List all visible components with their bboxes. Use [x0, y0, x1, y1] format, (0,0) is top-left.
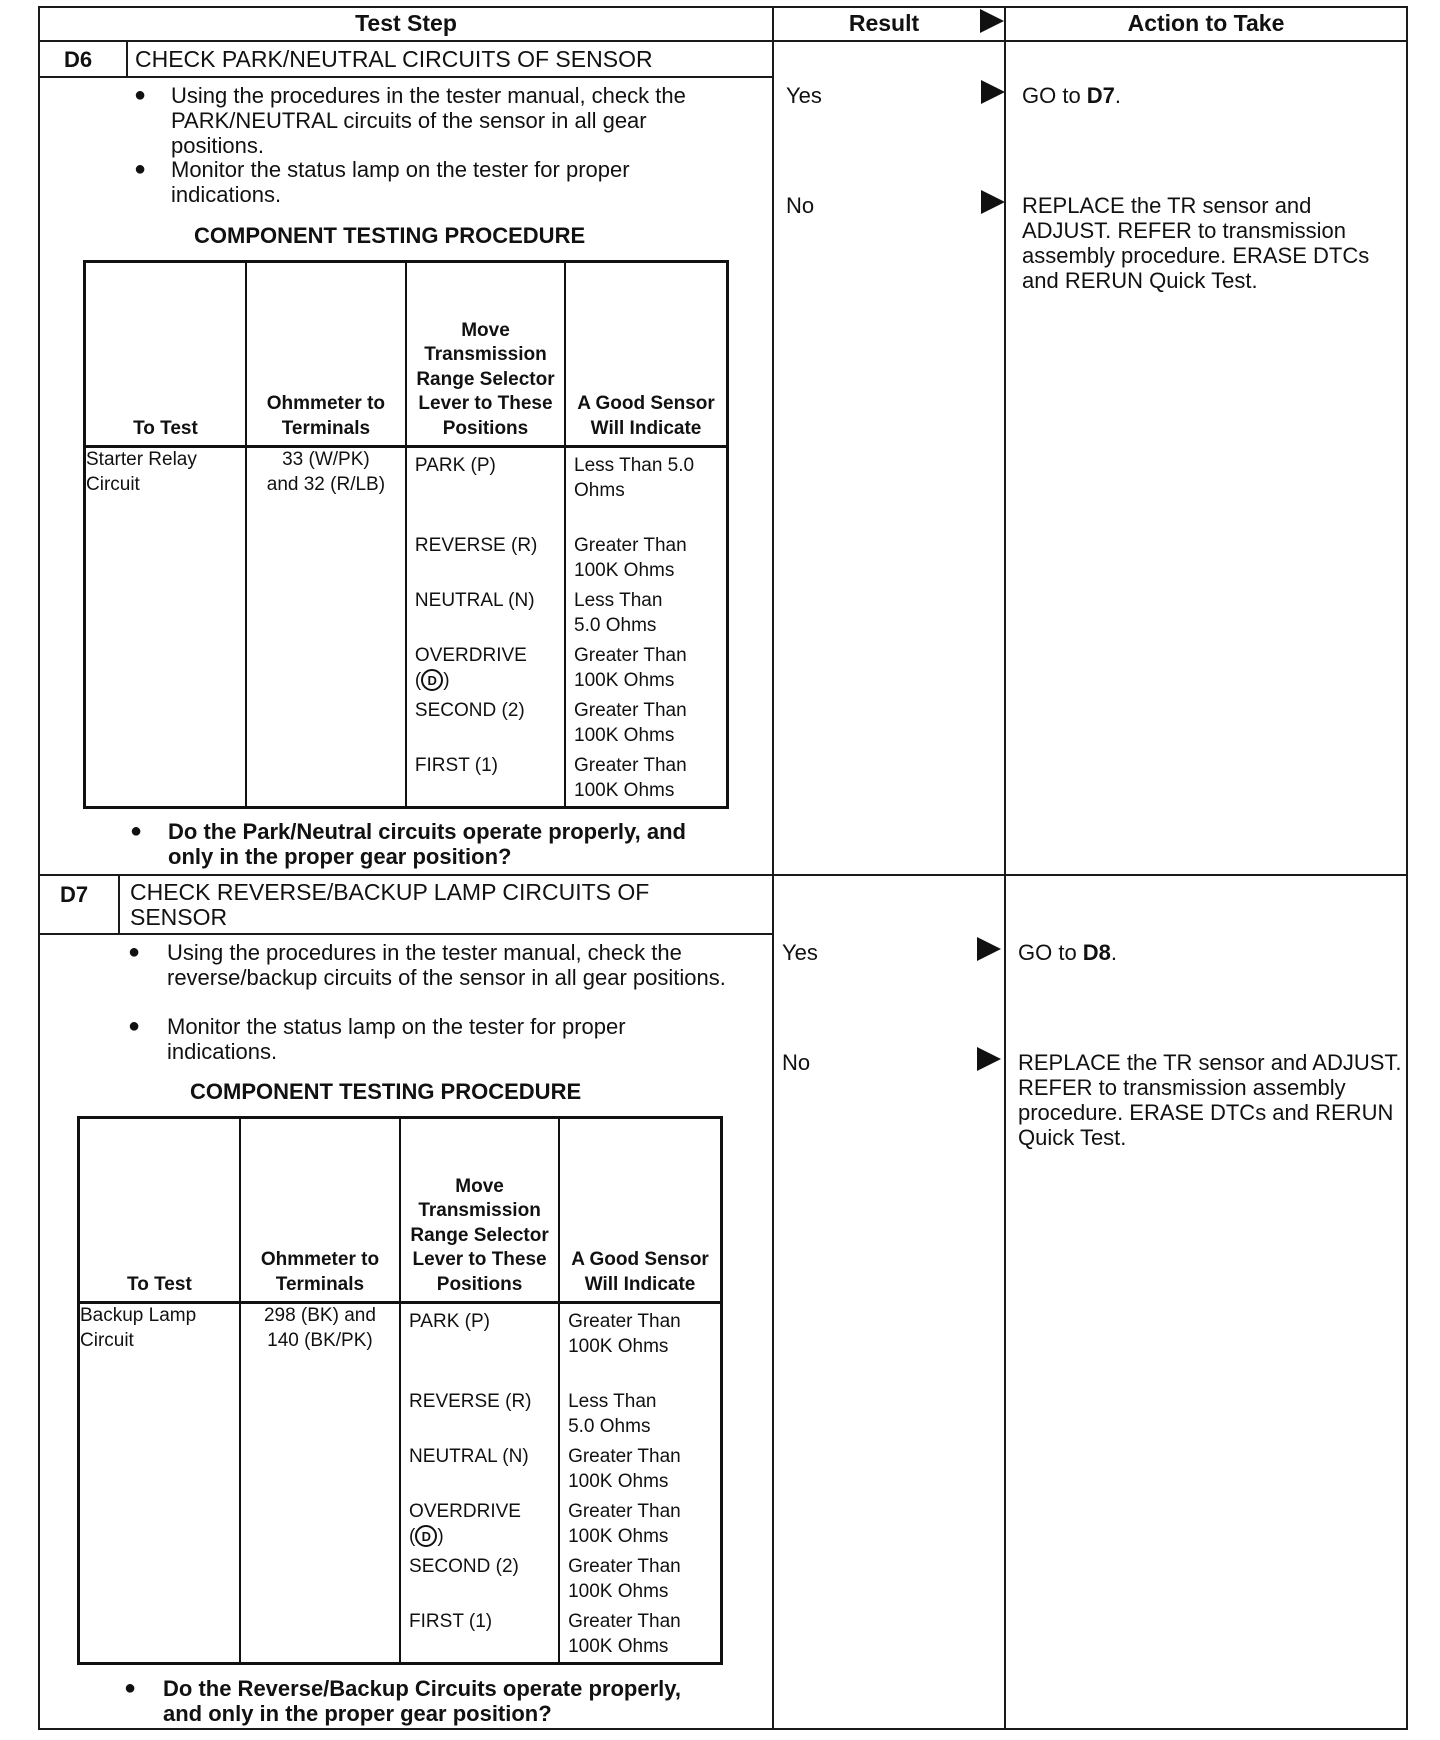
d7-overdrive-close-paren: ): [437, 1525, 444, 1547]
d7-indicate-neutral: Greater Than 100K Ohms: [568, 1446, 681, 1492]
d6-action-yes-target: D7: [1086, 83, 1115, 108]
d6-result-no: No: [786, 193, 815, 218]
d7-step-id: D7: [60, 882, 89, 907]
d6-circuit: Starter Relay Circuit: [86, 449, 197, 495]
d6-circuit-cell: [85, 447, 246, 808]
header-test-step: Test Step: [355, 10, 457, 36]
d7-step-title: CHECK REVERSE/BACKUP LAMP CIRCUITS OF SENSOR: [130, 879, 650, 930]
d7-action-yes: [1018, 940, 1117, 965]
d6-action-yes-prefix: GO to: [1022, 83, 1087, 108]
d6-positions-cell: [406, 447, 565, 808]
d7-no-arrow-icon: [977, 1047, 1001, 1071]
d7-action-yes-suffix: .: [1110, 940, 1118, 965]
d7-result-yes: Yes: [782, 940, 818, 965]
d7-circuit-cell: [79, 1303, 240, 1664]
d7-action-no: REPLACE the TR sensor and ADJUST. REFER to transmission assembly procedure. ERASE DTCs and RERUN Quick Test.: [1018, 1050, 1402, 1150]
d6-indicate-second: Greater Than 100K Ohms: [574, 700, 687, 746]
column-divider-action: [1004, 6, 1006, 1730]
d7-indicate-cell: [559, 1303, 721, 1664]
d7-overdrive-circle-icon: D: [415, 1525, 437, 1547]
d7-header-to-test: To Test: [79, 1118, 240, 1303]
d6-no-arrow-icon: [981, 190, 1005, 214]
d7-position-first: FIRST (1): [409, 1611, 493, 1632]
d6-position-reverse: REVERSE (R): [414, 535, 538, 556]
d6-indicate-first: Greater Than 100K Ohms: [574, 755, 687, 801]
d7-overdrive-label: OVERDRIVE ( D ): [409, 1501, 521, 1547]
d7-instruction-1: Using the procedures in the tester manual, check the reverse/backup circuits of the sensor in all gear positions.: [167, 940, 726, 990]
d7-instruction-2: Monitor the status lamp on the tester for proper indications.: [167, 1014, 626, 1064]
d7-position-park: PARK (P): [409, 1311, 490, 1332]
d6-position-second: SECOND (2): [414, 700, 525, 721]
d6-terminals-cell: [246, 447, 406, 808]
d7-result-no: No: [782, 1050, 811, 1075]
d7-bullet-icon-2: ●: [128, 1015, 141, 1037]
step-divider: [38, 874, 1408, 876]
d7-question: Do the Reverse/Backup Circuits operate properly, and only in the proper gear position?: [163, 1676, 681, 1726]
d7-indicate-park: Greater Than 100K Ohms: [568, 1311, 681, 1357]
d6-question-bullet-icon: ●: [130, 820, 143, 842]
d6-indicate-reverse: Greater Than 100K Ohms: [574, 535, 687, 581]
d6-terminals: 33 (W/PK) and 32 (R/LB): [266, 449, 386, 495]
d6-header-positions: Move Transmission Range Selector Lever to These Positions: [406, 262, 565, 447]
frame-right: [1406, 6, 1408, 1730]
d6-overdrive-open-paren: (: [414, 669, 422, 691]
d7-action-yes-prefix: GO to: [1018, 940, 1083, 965]
d6-instruction-1: Using the procedures in the tester manual, check the PARK/NEUTRAL circuits of the sensor in all gear positions.: [171, 83, 686, 158]
header-action: Action to Take: [1127, 10, 1285, 36]
column-divider-result: [772, 6, 774, 1730]
d7-terminals-cell: [240, 1303, 400, 1664]
frame-left: [38, 6, 40, 1730]
d6-title-bottom: [38, 76, 774, 78]
d7-overdrive-open-paren: (: [409, 1525, 416, 1547]
d6-position-neutral: NEUTRAL (N): [414, 590, 535, 611]
d7-header-indicate: A Good Sensor Will Indicate: [559, 1118, 721, 1303]
d7-circuit: Backup Lamp Circuit: [80, 1305, 197, 1351]
d6-question: Do the Park/Neutral circuits operate properly, and only in the proper gear position?: [168, 819, 686, 869]
d7-position-reverse: REVERSE (R): [409, 1391, 532, 1412]
d7-indicate-overdrive: Greater Than 100K Ohms: [568, 1501, 681, 1547]
d6-procedure-title: COMPONENT TESTING PROCEDURE: [194, 223, 586, 248]
d6-action-yes: [1022, 83, 1121, 108]
d6-result-yes: Yes: [786, 83, 822, 108]
d6-id-divider: [126, 40, 128, 77]
d7-procedure-title: COMPONENT TESTING PROCEDURE: [190, 1079, 582, 1104]
d6-action-no: REPLACE the TR sensor and ADJUST. REFER to transmission assembly procedure. ERASE DTCs and RERUN Quick Test.: [1022, 193, 1370, 293]
d6-step-title: CHECK PARK/NEUTRAL CIRCUITS OF SENSOR: [135, 46, 653, 72]
d7-indicate-reverse: Less Than 5.0 Ohms: [568, 1391, 657, 1437]
d6-overdrive-label: OVERDRIVE ( D ): [414, 645, 527, 691]
d7-positions-cell: [400, 1303, 559, 1664]
d7-indicate-second: Greater Than 100K Ohms: [568, 1556, 681, 1602]
d6-action-yes-suffix: .: [1114, 83, 1122, 108]
header-arrow-icon: [980, 9, 1004, 33]
d7-yes-arrow-icon: [977, 937, 1001, 961]
d6-header-indicate: A Good Sensor Will Indicate: [565, 262, 727, 447]
d6-bullet-icon-2: ●: [134, 158, 147, 180]
d6-component-table: [83, 260, 729, 809]
d7-position-overdrive: [401, 1500, 558, 1555]
d6-position-first: FIRST (1): [414, 755, 498, 776]
d6-position-overdrive: [407, 644, 564, 699]
d7-component-table: [77, 1116, 723, 1665]
d6-step-id: D6: [64, 47, 93, 72]
d6-indicate-park: Less Than 5.0 Ohms: [574, 455, 695, 501]
d6-header-ohmmeter: Ohmmeter to Terminals: [246, 262, 406, 447]
d6-header-to-test: To Test: [85, 262, 246, 447]
d6-position-park: PARK (P): [414, 455, 496, 476]
d7-position-second: SECOND (2): [409, 1556, 519, 1577]
d6-indicate-neutral: Less Than 5.0 Ohms: [574, 590, 663, 636]
d7-action-yes-target: D8: [1082, 940, 1111, 965]
d6-indicate-cell: [565, 447, 727, 808]
d7-id-divider: [118, 875, 120, 934]
header-result: Result: [848, 10, 920, 36]
d7-terminals: 298 (BK) and 140 (BK/PK): [263, 1305, 376, 1351]
d7-bullet-icon-1: ●: [128, 941, 141, 963]
frame-top: [38, 6, 1408, 8]
d7-question-bullet-icon: ●: [124, 1677, 137, 1699]
d6-yes-arrow-icon: [981, 80, 1005, 104]
d7-indicate-first: Greater Than 100K Ohms: [568, 1611, 681, 1657]
frame-bottom: [38, 1728, 1408, 1730]
d6-overdrive-close-paren: ): [443, 669, 450, 691]
d7-header-ohmmeter: Ohmmeter to Terminals: [240, 1118, 400, 1303]
d6-overdrive-circle-icon: D: [421, 669, 443, 691]
d7-header-positions: Move Transmission Range Selector Lever to These Positions: [400, 1118, 559, 1303]
d6-instruction-2: Monitor the status lamp on the tester for proper indications.: [171, 157, 630, 207]
header-divider: [38, 40, 1408, 42]
d7-position-neutral: NEUTRAL (N): [409, 1446, 529, 1467]
d6-bullet-icon-1: ●: [134, 84, 147, 106]
d7-title-bottom: [38, 933, 774, 935]
d6-indicate-overdrive: Greater Than 100K Ohms: [574, 645, 687, 691]
